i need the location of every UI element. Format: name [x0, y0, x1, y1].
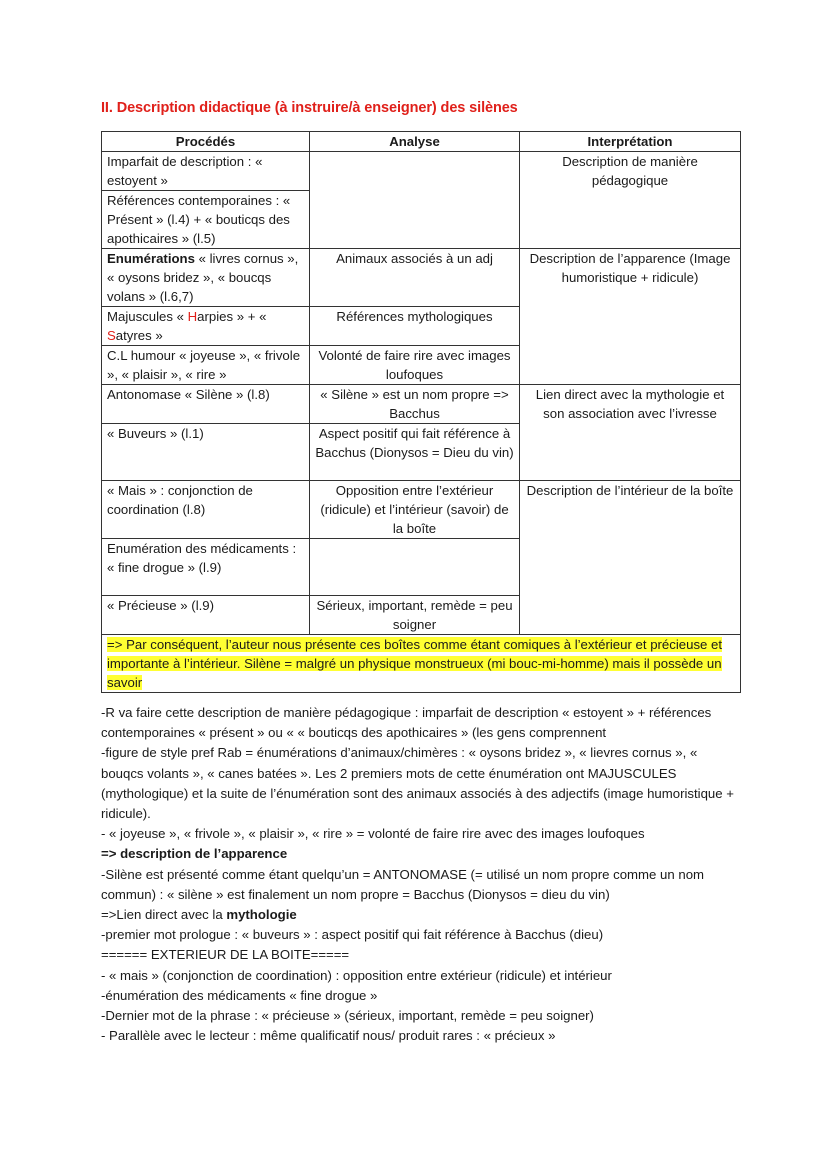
note-line: -Dernier mot de la phrase : « précieuse » (sérieux, important, remède = peu soigner) — [101, 1008, 594, 1024]
note-line: -figure de style pref Rab = énumérations d’animaux/chimères : « oysons bridez », « lievres cornus », « bouqcs volants », « canes batées ». Les 2 premiers mots de cette énumération ont MAJUSCULES (mythologique) et la suite de l’énumération sont des animaux associés à des adjectifs (image humoristique + ridicule). — [101, 745, 734, 822]
cell-interpretation: Description de l’apparence (Image humoristique + ridicule) — [520, 249, 741, 385]
cell-analyse: Références mythologiques — [310, 307, 520, 346]
cell-analyse: « Silène » est un nom propre => Bacchus — [310, 385, 520, 424]
cell-procede — [102, 249, 310, 307]
header-analyse: Analyse — [310, 132, 520, 152]
conclusion-row — [102, 635, 741, 693]
conclusion-cell — [102, 635, 741, 693]
note-line: - « joyeuse », « frivole », « plaisir », « rire » = volonté de faire rire avec des images loufoques — [101, 826, 645, 842]
note-line: -Silène est présenté comme étant quelqu’un = ANTONOMASE (= utilisé un nom propre comme un nom commun) : « silène » est finalement un nom propre = Bacchus (Dionysos = dieu du vin) — [101, 866, 705, 902]
analysis-table — [101, 131, 741, 693]
note-line — [101, 905, 741, 925]
header-interpretation: Interprétation — [520, 132, 741, 152]
cell-procede: Références contemporaines : « Présent » (l.4) + « bouticqs des apothicaires » (l.5) — [102, 191, 310, 249]
cell-procede — [102, 307, 310, 346]
cell-procede: « Mais » : conjonction de coordination (l.8) — [102, 481, 310, 539]
note-line: -premier mot prologue : « buveurs » : aspect positif qui fait référence à Bacchus (dieu) — [101, 927, 604, 943]
note-line: - Parallèle avec le lecteur : même qualificatif nous/ produit rares : « précieux » — [101, 1028, 556, 1044]
table-row — [102, 249, 741, 307]
header-procedes: Procédés — [102, 132, 310, 152]
note-text: =>Lien direct avec la — [101, 907, 227, 923]
cell-interpretation: Description de manière pédagogique — [520, 152, 741, 249]
cell-analyse: Animaux associés à un adj — [310, 249, 520, 307]
procede-text: Majuscules « — [107, 309, 188, 324]
note-line: -R va faire cette description de manière pédagogique : imparfait de description « estoyent » + références contemporaines « présent » ou « « bouticqs des apothicaires » (les gens comprennent — [101, 705, 712, 741]
table-row — [102, 481, 741, 539]
red-letter: H — [187, 309, 198, 324]
note-line: ====== EXTERIEUR DE LA BOITE===== — [101, 947, 350, 963]
cell-procede: Antonomase « Silène » (l.8) — [102, 385, 310, 424]
cell-interpretation: Description de l’intérieur de la boîte — [520, 481, 741, 635]
cell-procede: Enumération des médicaments : « fine drogue » (l.9) — [102, 539, 310, 596]
bold-term: Enumérations — [107, 251, 195, 266]
cell-procede: Imparfait de description : « estoyent » — [102, 152, 310, 191]
cell-procede: C.L humour « joyeuse », « frivole », « plaisir », « rire » — [102, 346, 310, 385]
cell-analyse: Volonté de faire rire avec images loufoques — [310, 346, 520, 385]
cell-procede: « Précieuse » (l.9) — [102, 596, 310, 635]
procede-text: atyres » — [115, 328, 163, 343]
note-line: -énumération des médicaments « fine drogue » — [101, 987, 378, 1003]
cell-procede: « Buveurs » (l.1) — [102, 424, 310, 481]
note-line: - « mais » (conjonction de coordination) : opposition entre extérieur (ridicule) et intérieur — [101, 967, 612, 983]
cell-interpretation: Lien direct avec la mythologie et son association avec l’ivresse — [520, 385, 741, 481]
cell-analyse: Aspect positif qui fait référence à Bacchus (Dionysos = Dieu du vin) — [310, 424, 520, 481]
red-letter: S — [107, 328, 116, 343]
table-row — [102, 385, 741, 424]
cell-analyse: Sérieux, important, remède = peu soigner — [310, 596, 520, 635]
table-header-row — [102, 132, 741, 152]
procede-text: « livres cornus », « oysons bridez », « boucqs volans » (l.6,7) — [107, 251, 299, 304]
cell-analyse-empty — [310, 539, 520, 596]
section-title: II. Description didactique (à instruire/à enseigner) des silènes — [101, 100, 518, 116]
note-line-bold: => description de l’apparence — [101, 846, 288, 862]
procede-text: arpies » + « — [197, 309, 267, 324]
notes-section — [101, 703, 741, 1046]
note-bold-term: mythologie — [226, 907, 297, 923]
cell-analyse: Opposition entre l’extérieur (ridicule) et l’intérieur (savoir) de la boîte — [310, 481, 520, 539]
conclusion-highlight: => Par conséquent, l’auteur nous présente ces boîtes comme étant comiques à l’extérieur et précieuse et importante à l’intérieur. Silène = malgré un physique monstrueux (mi bouc-mi-homme) mais il possède un savoir — [107, 637, 723, 690]
table-row — [102, 152, 741, 191]
cell-analyse-empty — [310, 152, 520, 249]
